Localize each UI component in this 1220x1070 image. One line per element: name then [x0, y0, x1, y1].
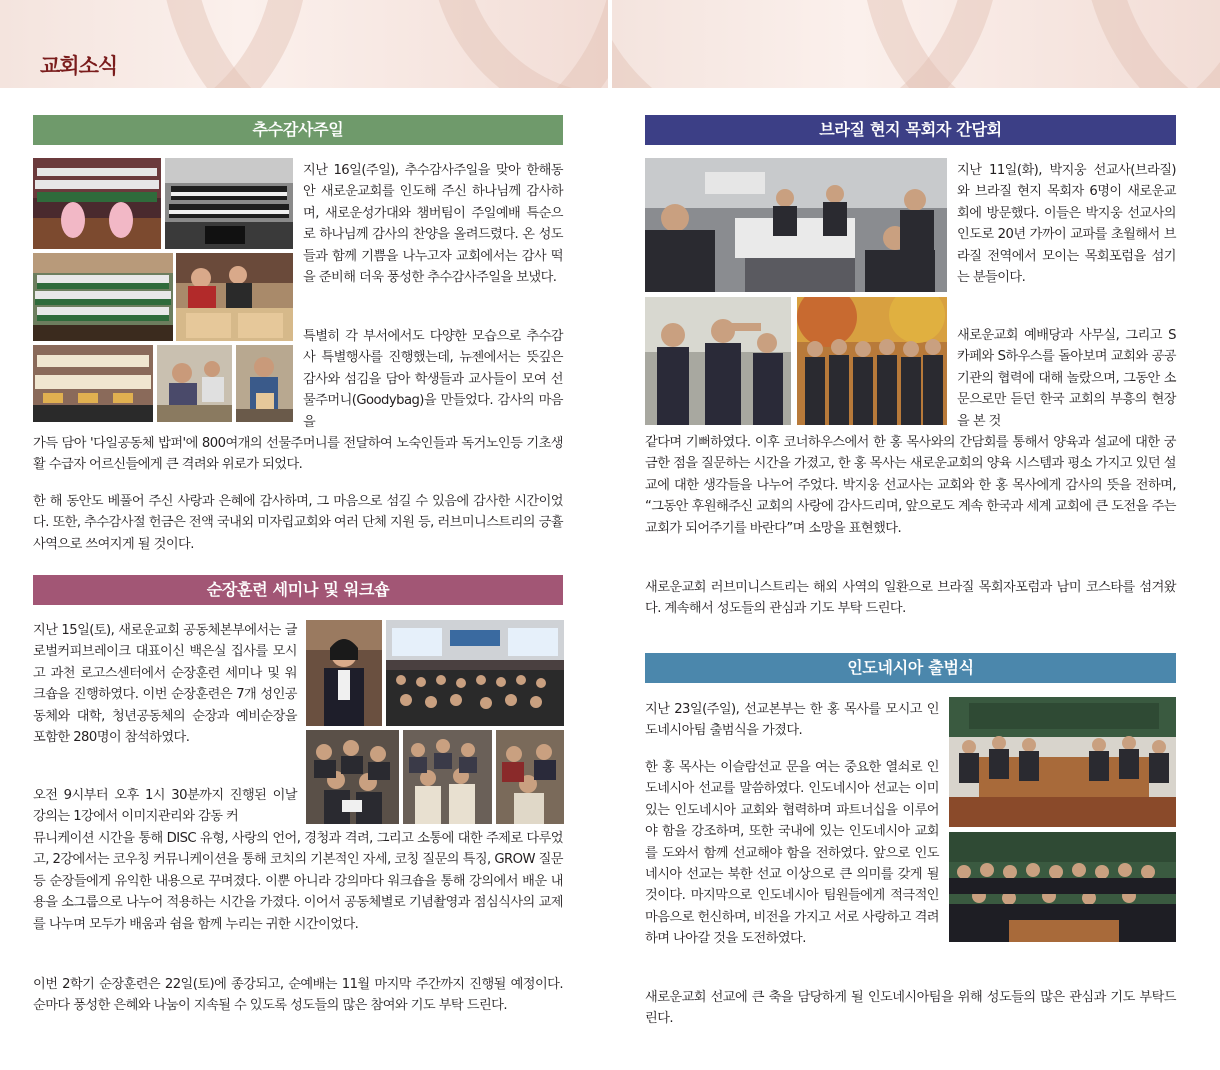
photo-rice-cake-boxes	[176, 253, 293, 341]
section-heading-brazil: 브라질 현지 목회자 간담회	[645, 115, 1176, 145]
photo-workshop-group-2	[403, 730, 492, 824]
thanksgiving-paragraph-2-part-2: 가득 담아 '다일공동체 밥퍼'에 800여개의 선물주머니를 전달하여 노숙인들과 독거노인등 기초생활 수급자 어르신들에게 큰 격려와 위로가 되었다.	[33, 436, 563, 473]
photo-chamber-choir	[165, 158, 293, 249]
photo-choir-in-green	[33, 253, 173, 341]
photo-seminar-hall	[386, 620, 564, 726]
page-title: 교회소식	[40, 54, 118, 78]
photo-indonesia-meeting-room	[949, 697, 1176, 827]
section-heading-thanksgiving: 추수감사주일	[33, 115, 563, 145]
indonesia-paragraph-2: 한 홍 목사는 이슬람선교 문을 여는 중요한 열쇠로 인도네시아 선교를 말씀하였다. 인도네시아 선교는 이미 있는 인도네시아 교회와 협력하며 파트너십을 이루어야 함을 강조하며, 또한 국내에 있는 인도네시아 교회를 도와서 함께 선교해야 함을 전하였다. 앞으로 인도네시아 선교는 북한 선교 이상으로 큰 의미를 갖게 될 것이다. 마지막으로 인도네시아 팀원들에게 적극적인 마음으로 헌신하며, 비전을 가지고 서로 사랑하고 격려하며 나아갈 것을 도전하였다.	[645, 760, 939, 947]
photo-lecturer-speaking	[306, 620, 382, 726]
leaders-paragraph-1: 지난 15일(토), 새로운교회 공동체본부에서는 글로벌커피브레이크 대표이신 백은실 집사를 모시고 과천 로고스센터에서 순장훈련 세미나 및 워크숍을 진행하였다. 이번 순장훈련은 7개 성인공동체와 대학, 청년공동체의 순장과 예비순장을 포함한 280명이 참석하였다.	[33, 623, 297, 746]
brazil-paragraph-3: 새로운교회 러브미니스트리는 해외 사역의 일환으로 브라질 목회자포럼과 남미 코스타를 섬겨왔다. 계속해서 성도들의 관심과 기도 부탁 드린다.	[645, 580, 1176, 617]
thanksgiving-paragraph-2-part-1: 특별히 각 부서에서도 다양한 모습으로 추수감사 특별행사를 진행했는데, 뉴젠에서는 뜻깊은 감사와 섬김을 담아 학생들과 교사들이 모여 선물주머니(Goodybag)을 만들었다. 감사의 마음을	[303, 329, 563, 430]
photo-pastors-praying	[645, 297, 791, 425]
brazil-paragraph-2-part-1: 새로운교회 예배당과 사무실, 그리고 S카페와 S하우스를 돌아보며 교회와 공공 기관의 협력에 대해 놀랐으며, 그동안 소문으로만 듣던 한국 교회의 부흥의 현장을 본 것	[957, 328, 1176, 429]
photo-youth-choir	[33, 345, 153, 422]
photo-pastors-meeting	[645, 158, 947, 292]
photo-goodybag-making	[157, 345, 232, 422]
brazil-paragraph-1: 지난 11일(화), 박지웅 선교사(브라질)와 브라질 현지 목회자 6명이 새로운교회에 방문했다. 이들은 박지웅 선교사의 인도로 20년 가까이 교파를 초월해서 브라질 전역에서 모이는 목회포럼을 섬기는 분들이다.	[957, 163, 1176, 286]
brazil-paragraph-2-part-2: 같다며 기뻐하였다. 이후 코너하우스에서 한 홍 목사와의 간담회를 통해서 양육과 설교에 대한 궁금한 점을 질문하는 시간을 가졌고, 한 홍 목사는 새로운교회의 양육 시스템과 평소 가지고 있던 설교에 대한 생각들을 나누어 주었다. 박지웅 선교사는 교회와 한 홍 목사에게 감사의 뜻을 전하며, “그동안 후원해주신 교회의 사랑에 감사드리며, 앞으로도 계속 한국과 세계 교회에 큰 도전을 주는 교회가 되어주기를 바란다”며 소망을 표현했다.	[645, 435, 1176, 536]
photo-workshop-group-3	[496, 730, 564, 824]
leaders-paragraph-3: 이번 2학기 순장훈련은 22일(토)에 종강되고, 순예배는 11월 마지막 주간까지 진행될 예정이다. 순마다 풍성한 은혜와 나눔이 지속될 수 있도록 성도들의 많은 참여와 기도 부탁 드린다.	[33, 977, 563, 1014]
photo-workshop-group-1	[306, 730, 399, 824]
leaders-paragraph-2-part-1: 오전 9시부터 오후 1시 30분까지 진행된 이날 강의는 1강에서 이미지관리와 감동 커	[33, 788, 297, 825]
indonesia-paragraph-3: 새로운교회 선교에 큰 축을 담당하게 될 인도네시아팀을 위해 성도들의 많은 관심과 기도 부탁드린다.	[645, 990, 1176, 1027]
section-heading-indonesia: 인도네시아 출범식	[645, 653, 1176, 683]
indonesia-paragraph-1: 지난 23일(주일), 선교본부는 한 홍 목사를 모시고 인도네시아팀 출범식을 가졌다.	[645, 702, 939, 739]
page-header-banner-left	[0, 0, 608, 88]
leaders-paragraph-2-part-2: 뮤니케이션 시간을 통해 DISC 유형, 사랑의 언어, 경청과 격려, 그리고 소통에 대한 주제로 다루었고, 2강에서는 코우칭 커뮤니케이션을 통해 코치의 기본적인 자세, 코칭 질문의 특징, GROW 질문 등 순장들에게 유익한 내용으로 꾸며졌다. 이뿐 아니라 강의마다 워크숍을 통해 강의에서 배운 내용을 소그룹으로 나누어 적용하는 시간을 가졌다. 이어서 공동체별로 기념촬영과 점심식사의 교제를 나누며 모두가 배움과 쉼을 함께 누리는 귀한 시간이었다.	[33, 831, 563, 932]
thanksgiving-paragraph-1: 지난 16일(주일), 추수감사주일을 맞아 한해동안 새로운교회를 인도해 주신 하나님께 감사하며, 새로운성가대와 챔버팀이 주일예배 특순으로 하나님께 감사의 찬양을 올려드렸다. 온 성도들과 함께 기쁨을 나누고자 교회에서는 감사 떡을 준비해 더욱 풍성한 추수감사주일을 보냈다.	[303, 163, 563, 286]
section-heading-leaders-training: 순장훈련 세미나 및 워크숍	[33, 575, 563, 605]
photo-choir-performance	[33, 158, 161, 249]
thanksgiving-paragraph-3: 한 해 동안도 베풀어 주신 사랑과 은혜에 감사하며, 그 마음으로 섬길 수 있음에 감사한 시간이었다. 또한, 추수감사절 헌금은 전액 국내외 미자립교회와 여러 단체 지원 등, 러브미니스트리의 긍휼사역으로 쓰여지게 될 것이다.	[33, 494, 564, 552]
page-header-banner-right	[612, 0, 1220, 88]
photo-student-with-bag	[236, 345, 293, 422]
photo-pastors-autumn-group	[797, 297, 947, 425]
photo-indonesia-team-group	[949, 832, 1176, 942]
